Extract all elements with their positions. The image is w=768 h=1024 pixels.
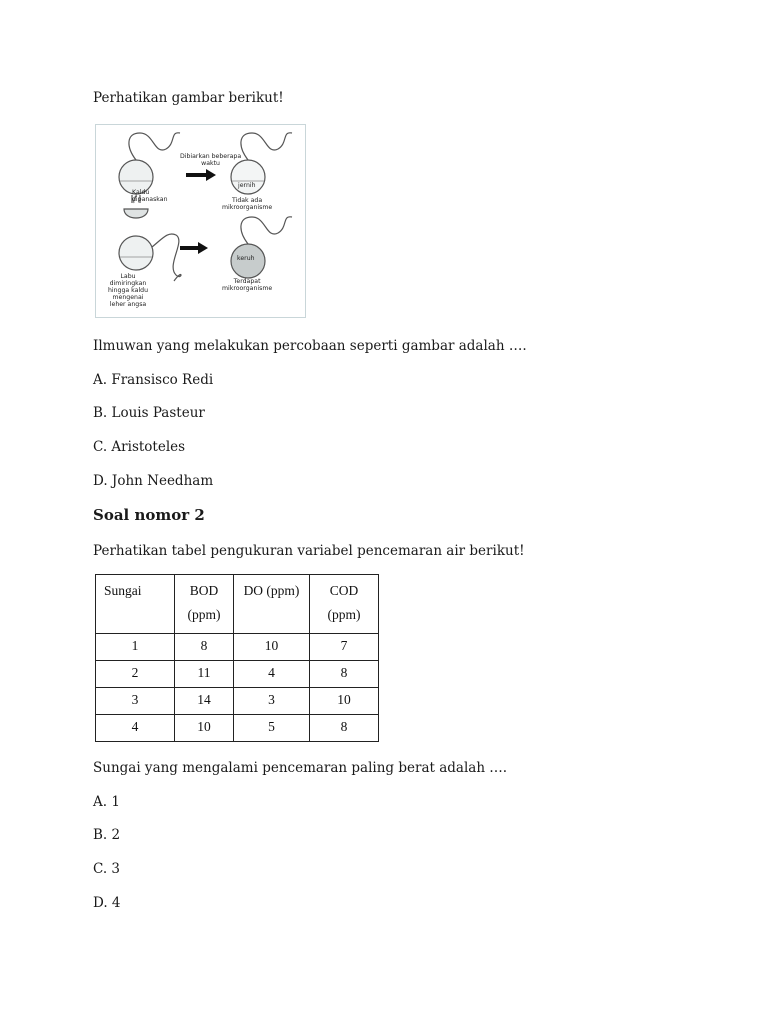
table-cell: 10 <box>234 634 310 661</box>
table-cell: 14 <box>175 688 234 715</box>
table-cell: 5 <box>234 715 310 742</box>
label-no-microorganism: Tidak ada mikroorganisme <box>222 197 273 211</box>
q2-question: Sungai yang mengalami pencemaran paling berat adalah …. <box>93 760 508 776</box>
q1-intro: Perhatikan gambar berikut! <box>93 90 284 106</box>
label-left-for-time: Dibiarkan beberapa waktu <box>180 153 242 167</box>
q2-heading: Soal nomor 2 <box>93 506 205 524</box>
label-microorganism-present: Terdapat mikroorganisme <box>222 278 273 292</box>
table-cell: 3 <box>96 688 175 715</box>
q1-option-a: A. Fransisco Redi <box>93 372 214 388</box>
q2-intro: Perhatikan tabel pengukuran variabel pencemaran air berikut! <box>93 543 525 559</box>
q2-option-a: A. 1 <box>93 794 120 810</box>
q2-option-d: D. 4 <box>93 895 121 911</box>
table-cell: 2 <box>96 661 175 688</box>
label-broth-heated: Kaldu dipanaskan <box>132 189 168 203</box>
experiment-figure <box>95 124 306 318</box>
label-cloudy: keruh <box>237 255 255 262</box>
q1-option-b: B. Louis Pasteur <box>93 405 205 421</box>
table-row <box>96 634 379 661</box>
q1-option-c: C. Aristoteles <box>93 439 186 455</box>
header-cod: COD (ppm) <box>310 575 379 634</box>
table-row <box>96 661 379 688</box>
table-cell: 7 <box>310 634 379 661</box>
label-clear: jernih <box>238 182 256 189</box>
q1-question: Ilmuwan yang melakukan percobaan seperti gambar adalah …. <box>93 338 527 354</box>
table-header-row <box>96 575 379 634</box>
header-do: DO (ppm) <box>234 575 310 634</box>
label-flask-tilted: Labu dimiringkan hingga kaldu mengenai leher angsa <box>108 273 149 308</box>
table-cell: 8 <box>310 661 379 688</box>
table-cell: 4 <box>234 661 310 688</box>
table-row <box>96 715 379 742</box>
table-cell: 4 <box>96 715 175 742</box>
table-cell: 10 <box>175 715 234 742</box>
table-cell: 3 <box>234 688 310 715</box>
header-sungai: Sungai <box>96 575 175 634</box>
q2-option-c: C. 3 <box>93 861 121 877</box>
table-cell: 11 <box>175 661 234 688</box>
pollution-table <box>95 574 379 742</box>
table-row <box>96 688 379 715</box>
table-cell: 8 <box>310 715 379 742</box>
q1-option-d: D. John Needham <box>93 473 214 489</box>
table-cell: 10 <box>310 688 379 715</box>
table-cell: 8 <box>175 634 234 661</box>
q2-option-b: B. 2 <box>93 827 121 843</box>
table-cell: 1 <box>96 634 175 661</box>
header-bod: BOD (ppm) <box>175 575 234 634</box>
